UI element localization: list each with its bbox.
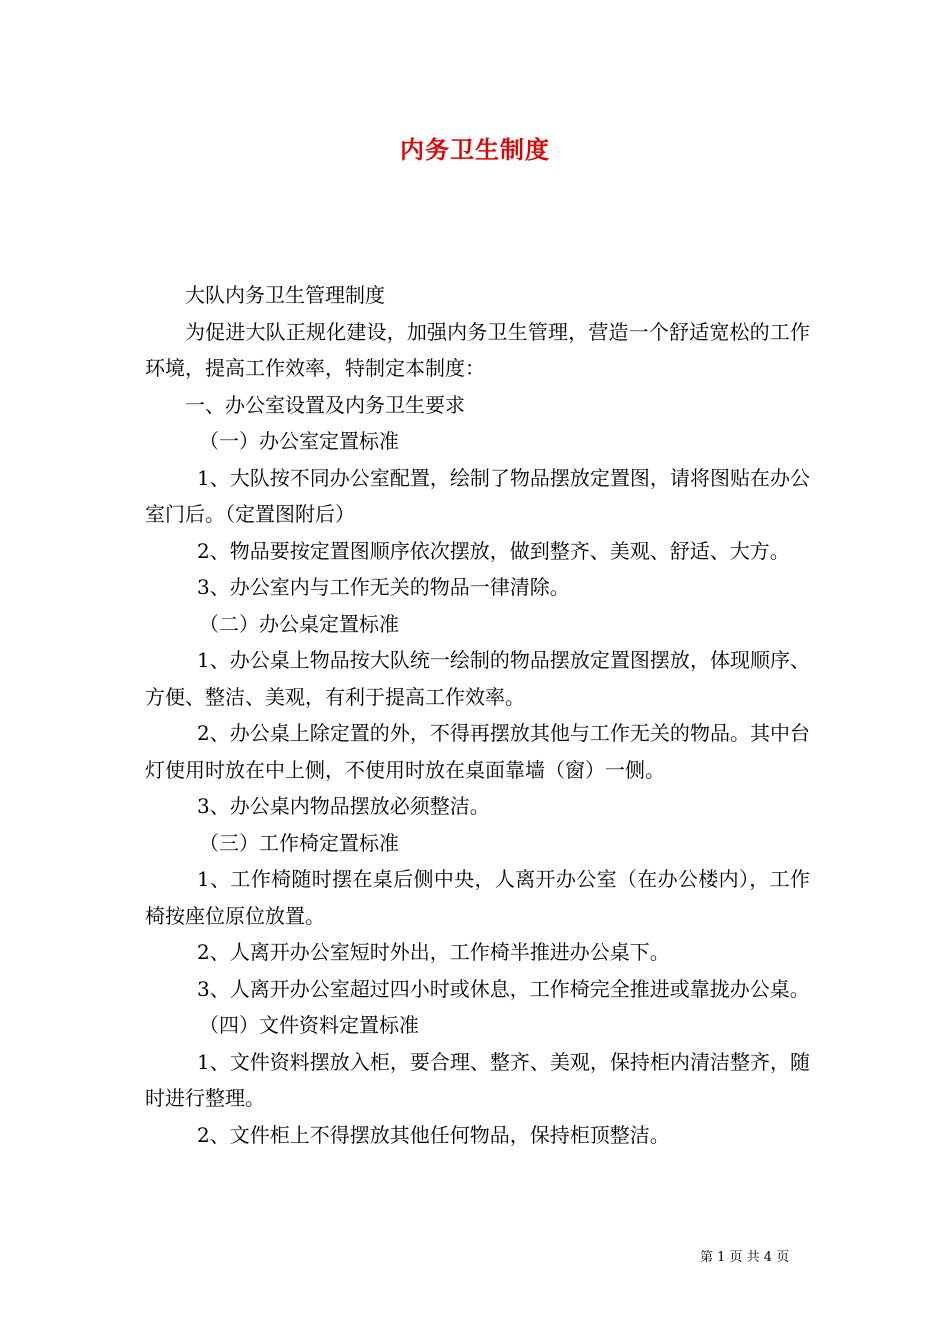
list-item: 1、文件资料摆放入柜，要合理、整齐、美观，保持柜内清洁整齐，随时进行整理。: [145, 1049, 810, 1110]
list-item: 2、文件柜上不得摆放其他任何物品，保持柜顶整洁。: [197, 1122, 670, 1147]
section-heading: 一、办公室设置及内务卫生要求: [185, 392, 465, 417]
list-item: 3、办公桌内物品摆放必须整洁。: [197, 794, 490, 818]
list-item: 1、工作椅随时摆在桌后侧中央，人离开办公室（在办公楼内），工作椅按座位原位放置。: [145, 867, 810, 928]
paragraph-intro: 为促进大队正规化建设，加强内务卫生管理，营造一个舒适宽松的工作环境，提高工作效率，特制定本制度：: [145, 319, 810, 380]
subsection-heading: （二）办公桌定置标准: [199, 611, 399, 636]
subsection-heading: （四）文件资料定置标准: [199, 1013, 419, 1037]
subsection-heading: （三）工作椅定置标准: [199, 830, 399, 855]
list-item: 2、办公桌上除定置的外，不得再摆放其他与工作无关的物品。其中台灯使用时放在中上侧，不使用时放在桌面靠墙（窗）一侧。: [145, 721, 810, 782]
list-item: 3、人离开办公室超过四小时或休息，工作椅完全推进或靠拢办公桌。: [197, 976, 810, 1001]
document-title: 内务卫生制度: [400, 135, 550, 164]
document-body: [145, 277, 810, 1153]
list-item: 1、大队按不同办公室配置，绘制了物品摆放定置图，请将图贴在办公室门后。（定置图附后）: [145, 465, 810, 526]
list-item: 2、物品要按定置图顺序依次摆放，做到整齐、美观、舒适、大方。: [197, 538, 790, 563]
list-item: 1、办公桌上物品按大队统一绘制的物品摆放定置图摆放，体现顺序、方便、整洁、美观，有利于提高工作效率。: [145, 648, 810, 709]
paragraph-heading: 大队内务卫生管理制度: [185, 283, 385, 307]
page-number: 第 1 页 共 4 页: [700, 1250, 790, 1265]
subsection-heading: （一）办公室定置标准: [199, 429, 399, 453]
list-item: 3、办公室内与工作无关的物品一律清除。: [197, 575, 570, 599]
list-item: 2、人离开办公室短时外出，工作椅半推进办公桌下。: [197, 940, 670, 964]
